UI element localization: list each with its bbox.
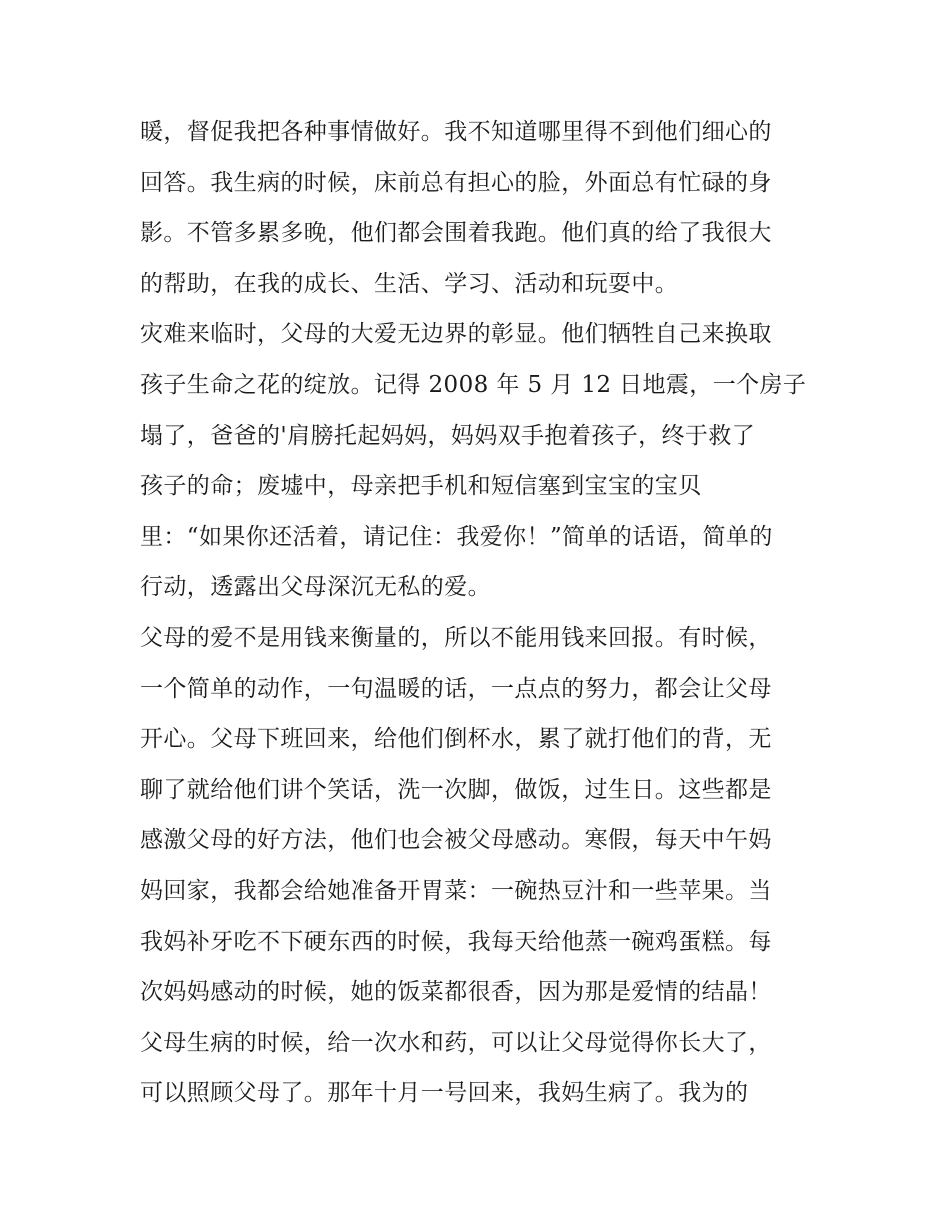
text-line: 灾难来临时，父母的大爱无边界的彰显。他们牺牲自己来换取 — [140, 321, 772, 348]
text-line: 次妈妈感动的时候，她的饭菜都很香，因为那是爱情的结晶！ — [140, 979, 772, 1006]
text-line: 暖，督促我把各种事情做好。我不知道哪里得不到他们细心的 — [140, 119, 772, 145]
text-line: 开心。父母下班回来，给他们倒杯水，累了就打他们的背，无 — [140, 726, 772, 753]
text-line: 感激父母的好方法，他们也会被父母感动。寒假，每天中午妈 — [140, 827, 772, 854]
text-line: 父母生病的时候，给一次水和药，可以让父母觉得你长大了， — [140, 1029, 772, 1056]
text-line: 孩子的命；废墟中，母亲把手机和短信塞到宝宝的宝贝 — [140, 473, 702, 500]
body-text — [140, 107, 830, 1119]
text-line: 妈回家，我都会给她准备开胃菜：一碗热豆汁和一些苹果。当 — [140, 877, 772, 904]
text-line: 影。不管多累多晚，他们都会围着我跑。他们真的给了我很大 — [140, 220, 772, 247]
text-line: 我妈补牙吃不下硬东西的时候，我每天给他蒸一碗鸡蛋糕。每 — [140, 928, 772, 955]
text-line: 里：“如果你还活着，请记住：我爱你！”简单的话语，简单的 — [140, 523, 773, 550]
text-line: 孩子生命之花的绽放。记得 2008 年 5 月 12 日地震，一个房子 — [140, 371, 807, 398]
text-line: 可以照顾父母了。那年十月一号回来，我妈生病了。我为的 — [140, 1080, 749, 1107]
text-line: 行动，透露出父母深沉无私的爱。 — [140, 574, 491, 601]
text-line: 一个简单的动作，一句温暖的话，一点点的努力，都会让父母 — [140, 675, 772, 702]
text-line: 的帮助，在我的成长、生活、学习、活动和玩耍中。 — [140, 270, 679, 297]
text-line: 父母的爱不是用钱来衡量的，所以不能用钱来回报。有时候， — [140, 624, 772, 651]
text-line: 塌了，爸爸的'肩膀托起妈妈，妈妈双手抱着孩子，终于救了 — [140, 422, 756, 449]
text-line: 聊了就给他们讲个笑话，洗一次脚，做饭，过生日。这些都是 — [140, 776, 772, 803]
text-line: 回答。我生病的时候，床前总有担心的脸，外面总有忙碌的身 — [140, 169, 772, 196]
